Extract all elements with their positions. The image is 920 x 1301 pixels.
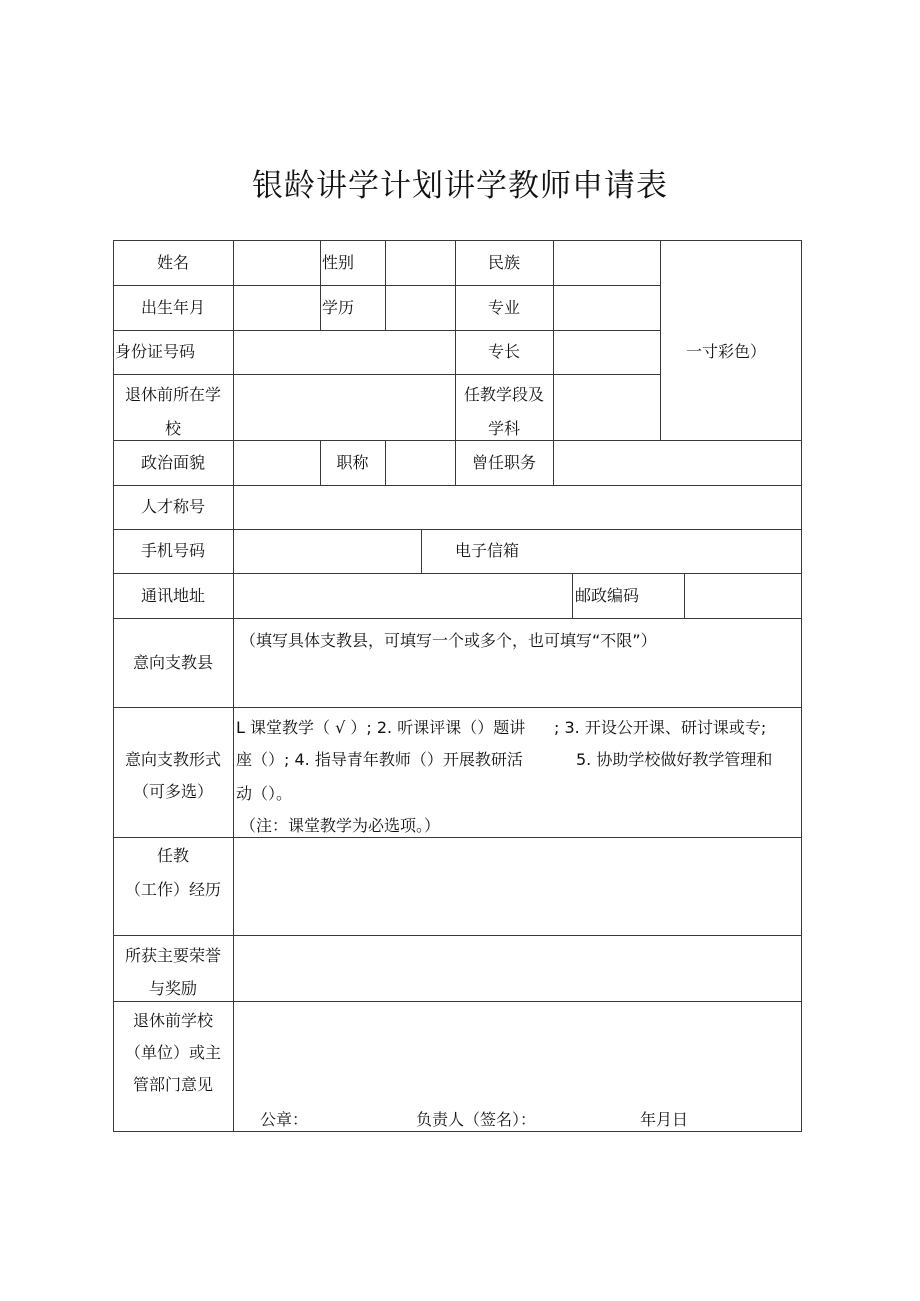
label-stage-line1: 任教学段及	[463, 385, 544, 404]
label-opinion-line2: （单位）或主	[124, 1043, 221, 1062]
label-exp-line2: （工作）经历	[124, 880, 221, 899]
input-honors[interactable]	[234, 936, 801, 1001]
input-address[interactable]	[234, 574, 572, 618]
county-note: （填写具体支教县，可填写一个或多个，也可填写“不限”）	[240, 631, 657, 650]
input-experience[interactable]	[234, 838, 801, 935]
form-option-text: ; 3. 开设公开课、研讨课或专;	[554, 718, 767, 737]
label-opinion-line3: 管部门意见	[132, 1075, 213, 1094]
label-name: 姓名	[156, 252, 189, 272]
form-option-text: 座（）; 4. 指导青年教师（）开展教研活	[236, 750, 523, 769]
input-stage-subject[interactable]	[554, 375, 660, 440]
input-gender[interactable]	[386, 241, 455, 285]
label-seal: 公章：	[260, 1110, 309, 1129]
input-ethnicity[interactable]	[554, 241, 660, 285]
label-date: 年月日	[640, 1110, 689, 1129]
input-county[interactable]	[234, 655, 801, 707]
label-education: 学历	[322, 298, 355, 317]
label-form-line1: 意向支教形式	[124, 750, 221, 769]
input-specialty[interactable]	[554, 331, 660, 374]
form-option-text: 动（）。	[236, 784, 293, 803]
input-birth[interactable]	[234, 286, 320, 330]
row-line	[113, 707, 802, 708]
label-mobile: 手机号码	[140, 541, 205, 560]
input-education[interactable]	[386, 286, 455, 330]
label-title-rank: 职称	[336, 452, 369, 472]
label-exp-line1: 任教	[156, 846, 189, 865]
input-political[interactable]	[234, 441, 320, 485]
label-honor-line1: 所获主要荣誉	[124, 946, 221, 965]
label-postcode: 邮政编码	[575, 586, 640, 605]
input-former-post[interactable]	[554, 441, 801, 485]
label-political: 政治面貌	[140, 452, 205, 472]
label-specialty: 专长	[487, 342, 520, 361]
label-gender: 性别	[322, 253, 355, 272]
input-postcode[interactable]	[685, 574, 801, 618]
label-address: 通讯地址	[140, 585, 205, 605]
table-border-bottom	[113, 1131, 802, 1132]
label-signer: 负责人（签名）：	[416, 1110, 537, 1129]
input-mobile[interactable]	[234, 530, 421, 573]
label-school-line2: 校	[164, 419, 181, 438]
form-option-text: L 课堂教学（ √ ）; 2. 听课评课（）题讲	[236, 718, 526, 737]
form-note: （注：课堂教学为必选项。）	[240, 816, 441, 835]
col-line	[572, 573, 573, 618]
col-line	[320, 240, 321, 330]
photo-placeholder: 一寸彩色）	[686, 342, 767, 361]
input-talent-title[interactable]	[234, 486, 801, 529]
label-talent-title: 人才称号	[140, 497, 205, 516]
label-honor-line2: 与奖励	[148, 979, 197, 998]
label-email: 电子信箱	[455, 541, 520, 560]
col-line	[421, 529, 422, 573]
label-form-line2: （可多选）	[132, 782, 213, 801]
label-school-line1: 退休前所在学	[124, 385, 221, 404]
input-school[interactable]	[234, 375, 455, 440]
form-title: 银龄讲学计划讲学教师申请表	[252, 168, 668, 204]
label-county: 意向支教县	[132, 652, 213, 672]
label-major: 专业	[487, 297, 520, 317]
input-title-rank[interactable]	[386, 441, 455, 485]
photo-left-line	[660, 240, 661, 440]
label-birth: 出生年月	[140, 297, 205, 317]
label-former-post: 曾任职务	[471, 452, 536, 472]
label-opinion-line1: 退休前学校	[132, 1011, 213, 1030]
input-name[interactable]	[234, 241, 320, 285]
label-stage-line2: 学科	[487, 419, 520, 438]
table-border-right	[801, 240, 802, 1132]
label-id-number: 身份证号码	[115, 342, 196, 361]
input-email[interactable]	[540, 530, 801, 573]
form-option-text: 5. 协助学校做好教学管理和	[576, 750, 773, 769]
input-opinion[interactable]	[234, 1002, 801, 1102]
input-id-number[interactable]	[234, 331, 455, 374]
label-ethnicity: 民族	[487, 252, 520, 272]
input-major[interactable]	[554, 286, 660, 330]
